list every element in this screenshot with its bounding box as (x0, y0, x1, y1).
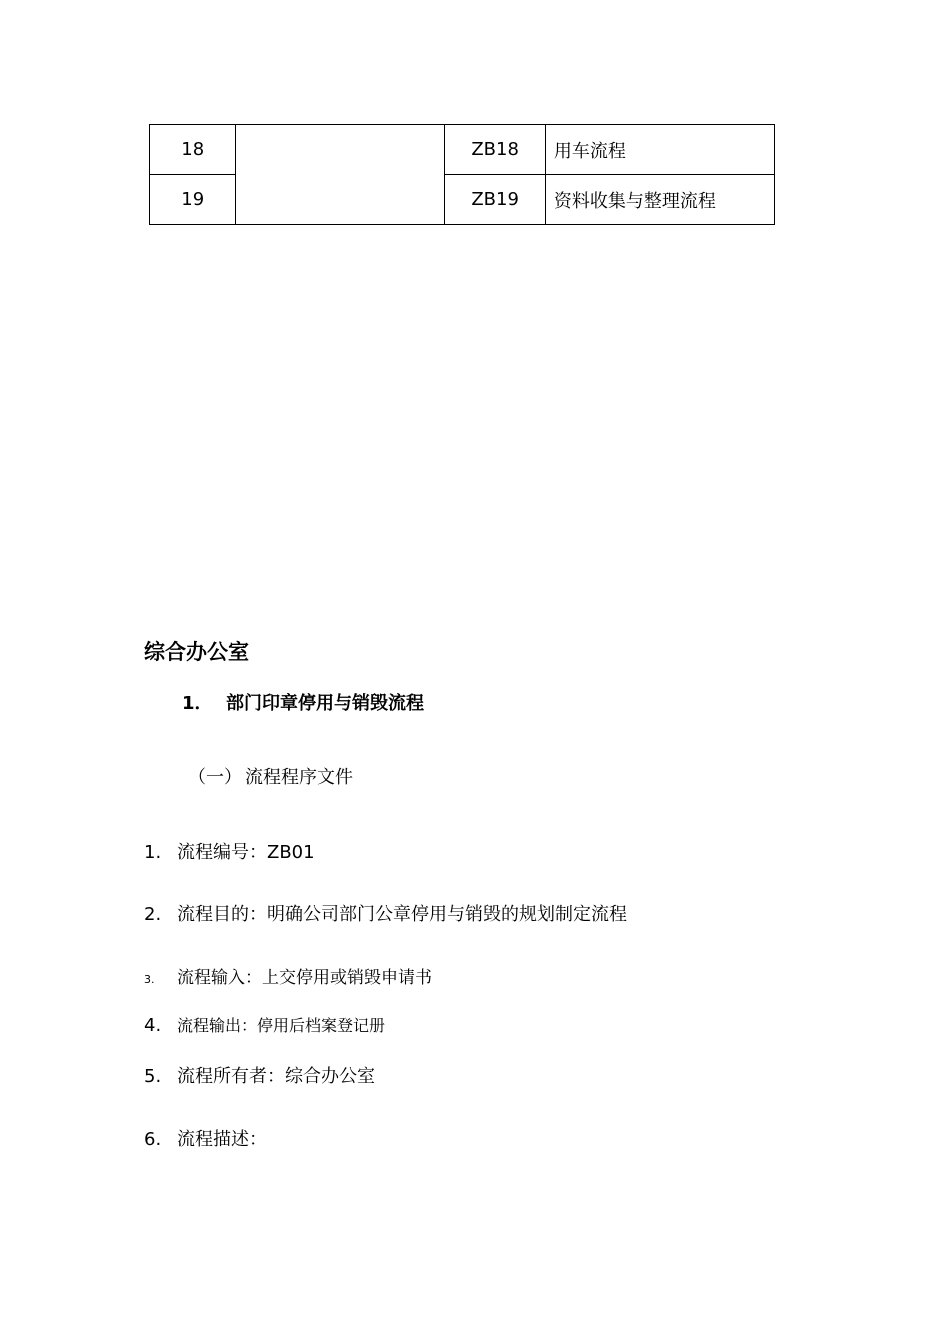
section-title: 综合办公室 (144, 640, 249, 664)
subsection-title (182, 689, 424, 715)
process-code: ZB19 (445, 175, 545, 225)
list-item (144, 838, 315, 864)
item-text: 流程描述： (177, 1129, 267, 1150)
part-title (188, 763, 353, 789)
process-name: 资料收集与整理流程 (545, 175, 774, 225)
part-label: 流程程序文件 (245, 767, 353, 788)
process-table (149, 124, 775, 225)
item-number: 1. (144, 842, 162, 863)
process-name: 用车流程 (545, 125, 774, 175)
row-number: 19 (150, 175, 236, 225)
list-item (144, 1125, 267, 1151)
list-item (144, 900, 627, 926)
subsection-label: 部门印章停用与销毁流程 (226, 693, 424, 714)
item-text: 流程编号：ZB01 (177, 842, 315, 863)
item-number: 3. (144, 973, 155, 986)
item-text: 流程目的：明确公司部门公章停用与销毁的规划制定流程 (177, 904, 627, 925)
table-row (150, 125, 775, 175)
list-item (144, 1062, 375, 1088)
list-item (144, 1013, 385, 1036)
part-number: （一） (188, 767, 242, 788)
item-text: 流程输出：停用后档案登记册 (177, 1016, 386, 1035)
subsection-number: 1． (182, 693, 213, 714)
item-number: 4. (144, 1015, 162, 1036)
item-number: 6. (144, 1129, 162, 1150)
list-item (144, 963, 432, 988)
row-number: 18 (150, 125, 236, 175)
process-code: ZB18 (445, 125, 545, 175)
item-number: 5. (144, 1066, 162, 1087)
item-text: 流程所有者：综合办公室 (177, 1066, 375, 1087)
department-cell (236, 125, 445, 225)
item-number: 2. (144, 904, 162, 925)
item-text: 流程输入：上交停用或销毁申请书 (177, 968, 432, 988)
